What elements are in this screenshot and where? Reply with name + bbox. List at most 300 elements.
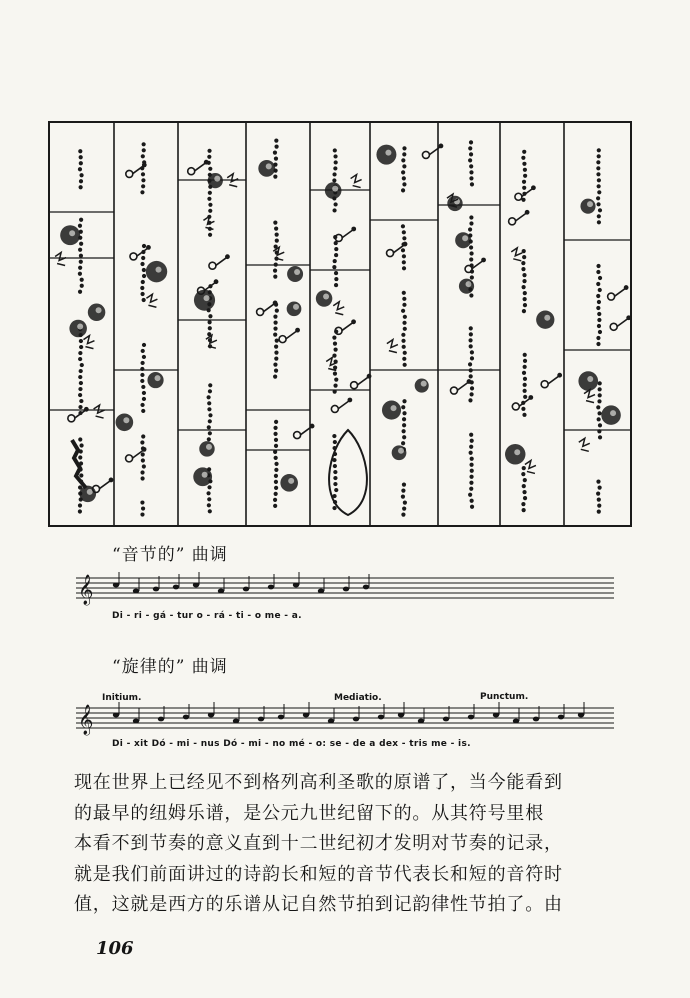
- neume-dot: [207, 197, 211, 201]
- manuscript-annotation: [83, 336, 94, 349]
- neume-dot: [469, 221, 473, 225]
- neume-virga: [450, 387, 457, 394]
- neume-dot: [208, 233, 212, 237]
- caption-melodic-chant: “旋律的” 曲调: [112, 657, 228, 677]
- neume-dot: [141, 506, 145, 510]
- neume-virga-head: [528, 395, 533, 400]
- body-line: 本看不到节奏的意义直到十二世纪初才发明对节奏的记录，: [74, 833, 563, 854]
- neume-dot: [597, 190, 601, 194]
- neume-cluster-highlight: [77, 323, 83, 329]
- neume-cluster-highlight: [466, 281, 472, 287]
- neume-manuscript-drawing: [48, 120, 632, 530]
- neume-dot: [78, 455, 82, 459]
- neume-dot: [469, 392, 473, 396]
- neume-dot: [140, 373, 144, 377]
- note-head: [293, 583, 299, 588]
- neume-dot: [273, 321, 277, 325]
- body-line: 值，这就是西方的乐谱从记自然节拍到记韵律性节拍了。由: [74, 894, 563, 915]
- neume-dot: [597, 324, 601, 328]
- neume-dot: [522, 371, 526, 375]
- neume-dot: [274, 420, 278, 424]
- neume-dot: [78, 509, 82, 513]
- neume-dot: [521, 156, 525, 160]
- neume-dot: [141, 280, 145, 284]
- neume-dot: [333, 464, 337, 468]
- neume-dot: [598, 208, 602, 212]
- neume-dot: [207, 497, 211, 501]
- neume-dot: [468, 398, 472, 402]
- neume-virga-head: [439, 144, 444, 149]
- note-head: [363, 585, 369, 590]
- manuscript-annotation: [55, 253, 66, 266]
- neume-dot: [332, 265, 336, 269]
- note-head: [153, 587, 159, 592]
- neume-cluster-highlight: [544, 315, 550, 321]
- neume-virga: [465, 265, 472, 272]
- neume-dot: [403, 501, 407, 505]
- neume-virga-head: [557, 373, 562, 378]
- neume-dot: [79, 381, 83, 385]
- neume-dot: [141, 256, 145, 260]
- label-punctum: Punctum.: [480, 692, 529, 702]
- neume-dot: [598, 435, 602, 439]
- neume-dot: [401, 158, 405, 162]
- neume-dot: [598, 486, 602, 490]
- neume-dot: [522, 309, 526, 313]
- neume-dot: [468, 158, 472, 162]
- neume-dot: [521, 261, 525, 265]
- neume-dot: [208, 413, 212, 417]
- neume-dot: [469, 368, 473, 372]
- neume-dot: [523, 297, 527, 301]
- neume-virga-head: [204, 160, 209, 165]
- neume-dot: [402, 146, 406, 150]
- neume-dot: [523, 353, 527, 357]
- neume-dot: [402, 321, 406, 325]
- neume-dot: [402, 345, 406, 349]
- syllabic-chant-lyrics: Di - ri - gá - tur o - rá - ti - o me - a.: [112, 611, 302, 621]
- note-head: [443, 717, 449, 722]
- neume-dot: [401, 405, 405, 409]
- neume-dot: [334, 277, 338, 281]
- neume-dot: [596, 342, 600, 346]
- neume-dot: [333, 148, 337, 152]
- neume-dot: [598, 423, 602, 427]
- neume-dot: [596, 294, 600, 298]
- neume-dot: [402, 507, 406, 511]
- neume-virga: [188, 168, 195, 175]
- neume-virga-head: [367, 374, 372, 379]
- neume-dot: [140, 262, 144, 266]
- neume-cluster-highlight: [514, 449, 520, 455]
- neume-dot: [469, 374, 473, 378]
- neume-dot: [141, 452, 145, 456]
- neume-dot: [402, 230, 406, 234]
- neume-dot: [208, 167, 212, 171]
- neume-dot: [597, 411, 601, 415]
- neume-cluster-highlight: [156, 267, 162, 273]
- neume-virga: [257, 308, 264, 315]
- neume-dot: [468, 146, 472, 150]
- neume-dot: [401, 513, 405, 517]
- neume-cluster-highlight: [202, 472, 208, 478]
- neume-dot: [402, 483, 406, 487]
- neume-dot: [468, 493, 472, 497]
- neume-virga-head: [467, 379, 472, 384]
- neume-dot: [274, 492, 278, 496]
- neume-virga-head: [225, 254, 230, 259]
- neume-dot: [140, 379, 144, 383]
- neume-dot: [597, 178, 601, 182]
- neume-dot: [469, 257, 473, 261]
- neume-dot: [334, 202, 338, 206]
- note-head: [183, 715, 189, 720]
- neume-dot: [523, 389, 527, 393]
- neume-virga-head: [351, 319, 356, 324]
- neume-virga-head: [295, 328, 300, 333]
- treble-clef-icon: 𝄞: [78, 575, 94, 605]
- neume-dot: [208, 419, 212, 423]
- neume-dot: [470, 457, 474, 461]
- neume-dot: [333, 470, 337, 474]
- neume-dot: [274, 486, 278, 490]
- neume-dot: [522, 484, 526, 488]
- note-head: [353, 717, 359, 722]
- neume-dot: [79, 179, 83, 183]
- neume-dot: [207, 407, 211, 411]
- neume-virga-head: [351, 227, 356, 232]
- neume-dot: [80, 284, 84, 288]
- neume-dot: [402, 303, 406, 307]
- neume-dot: [208, 389, 212, 393]
- neume-dot: [333, 440, 337, 444]
- neume-dot: [597, 148, 601, 152]
- neume-dot: [597, 498, 601, 502]
- manuscript-annotation: [511, 248, 522, 261]
- neume-virga-head: [525, 210, 530, 215]
- neume-dot: [402, 417, 406, 421]
- neume-dot: [470, 386, 474, 390]
- neume-dot: [206, 491, 210, 495]
- neume-dot: [469, 140, 473, 144]
- neume-dot: [596, 202, 600, 206]
- neume-dot: [275, 309, 279, 313]
- note-head: [343, 587, 349, 592]
- neume-cluster-highlight: [123, 417, 129, 423]
- neume-dot: [140, 476, 144, 480]
- neume-dot: [208, 383, 212, 387]
- neume-cluster-highlight: [266, 163, 272, 169]
- neume-cluster-highlight: [96, 307, 102, 313]
- neume-cluster-highlight: [288, 478, 294, 484]
- neume-dot: [273, 375, 277, 379]
- neume-dot: [332, 172, 336, 176]
- neume-dot: [333, 390, 337, 394]
- neume-dot: [208, 314, 212, 318]
- neume-cluster-highlight: [587, 201, 593, 207]
- neume-dot: [206, 395, 210, 399]
- neume-dot: [273, 175, 277, 179]
- neume-dot: [521, 502, 525, 506]
- neume-dot: [78, 290, 82, 294]
- neume-dot: [207, 485, 211, 489]
- neume-dot: [469, 445, 473, 449]
- neume-dot: [274, 345, 278, 349]
- note-head: [328, 719, 334, 724]
- neume-virga-stem: [338, 401, 349, 409]
- manuscript-annotation: [94, 405, 105, 418]
- note-head: [398, 713, 404, 718]
- neume-dot: [334, 271, 338, 275]
- neume-dot: [597, 429, 601, 433]
- neume-dot: [401, 170, 405, 174]
- neume-dot: [469, 293, 473, 297]
- neume-cluster-highlight: [323, 294, 329, 300]
- neume-dot: [597, 312, 601, 316]
- neume-dot: [275, 233, 279, 237]
- neume-cluster-highlight: [391, 405, 397, 411]
- neume-virga: [351, 382, 358, 389]
- manuscript-annotation: [351, 175, 362, 188]
- neume-dot: [403, 363, 407, 367]
- neume-virga-head: [310, 424, 315, 429]
- neume-dot: [333, 372, 337, 376]
- neume-dot: [207, 401, 211, 405]
- note-head: [218, 589, 224, 594]
- neume-dot: [208, 431, 212, 435]
- neume-dot: [274, 468, 278, 472]
- neume-dot: [522, 413, 526, 417]
- neume-dot: [141, 434, 145, 438]
- neume-dot: [469, 251, 473, 255]
- neume-dot: [207, 503, 211, 507]
- note-head: [113, 713, 119, 718]
- neume-dot: [79, 155, 83, 159]
- neume-dot: [596, 480, 600, 484]
- neume-virga: [126, 170, 133, 177]
- neume-virga-head: [142, 447, 147, 452]
- neume-dot: [596, 492, 600, 496]
- note-head: [303, 713, 309, 718]
- neume-virga-head: [624, 285, 629, 290]
- neume-dot: [402, 152, 406, 156]
- note-head: [158, 717, 164, 722]
- neume-dot: [142, 142, 146, 146]
- neume-dot: [78, 437, 82, 441]
- neume-virga: [509, 218, 516, 225]
- neume-dot: [596, 166, 600, 170]
- note-head: [233, 719, 239, 724]
- neume-dot: [273, 269, 277, 273]
- neume-dot: [208, 509, 212, 513]
- neume-dot: [142, 355, 146, 359]
- note-head: [133, 589, 139, 594]
- neume-cluster-highlight: [332, 186, 338, 192]
- neume-virga-stem: [194, 163, 205, 171]
- melodic-chant-lyrics: Di - xit Dó - mi - nus Dó - mi - no mé - o: se - de a dex - tris me - is.: [112, 739, 471, 749]
- note-head: [558, 715, 564, 720]
- neume-dot: [470, 275, 474, 279]
- neume-dot: [141, 349, 145, 353]
- neume-dot: [598, 288, 602, 292]
- neume-cluster-highlight: [462, 235, 468, 241]
- neume-dot: [78, 375, 82, 379]
- neume-dot: [402, 266, 406, 270]
- neume-dot: [140, 286, 144, 290]
- label-initium: Initium.: [102, 693, 142, 703]
- neume-dot: [274, 145, 278, 149]
- neume-dot: [333, 384, 337, 388]
- neume-dot: [403, 351, 407, 355]
- note-head: [193, 583, 199, 588]
- neume-dot: [522, 279, 526, 283]
- note-head: [513, 719, 519, 724]
- neume-dot: [274, 263, 278, 267]
- neume-dot: [208, 209, 212, 213]
- neume-dot: [274, 438, 278, 442]
- neume-dot: [597, 504, 601, 508]
- neume-virga-stem: [136, 248, 147, 256]
- neume-virga-head: [481, 258, 486, 263]
- neume-dot: [522, 255, 526, 259]
- neume-dot: [274, 474, 278, 478]
- neume-dot: [141, 385, 145, 389]
- neume-dot: [334, 247, 338, 251]
- neume-dot: [596, 282, 600, 286]
- neume-dot: [79, 254, 83, 258]
- neume-dot: [402, 297, 406, 301]
- body-line: 的最早的纽姆乐谱，是公元九世纪留下的。从其符号里根: [74, 802, 544, 824]
- neume-virga-head: [531, 185, 536, 190]
- neume-dot: [402, 411, 406, 415]
- neume-virga-stem: [617, 319, 628, 327]
- neume-dot: [469, 176, 473, 180]
- neume-dot: [78, 405, 82, 409]
- note-head: [243, 587, 249, 592]
- caption-syllabic-chant: “音节的” 曲调: [112, 545, 228, 565]
- neume-dot: [333, 259, 337, 263]
- neume-virga-head: [347, 398, 352, 403]
- neume-dot: [141, 409, 145, 413]
- staff-lines: [76, 572, 616, 632]
- neume-virga: [512, 403, 519, 410]
- neume-dot: [523, 395, 527, 399]
- neume-virga: [608, 293, 615, 300]
- note-head: [278, 715, 284, 720]
- neume-dot: [274, 444, 278, 448]
- neume-dot: [140, 403, 144, 407]
- neume-dot: [596, 264, 600, 268]
- neume-dot: [79, 345, 83, 349]
- neume-dot: [333, 348, 337, 352]
- neume-dot: [334, 378, 338, 382]
- neume-virga-stem: [263, 304, 274, 312]
- neume-dot: [142, 464, 146, 468]
- neume-virga-stem: [548, 376, 559, 384]
- neume-dot: [598, 387, 602, 391]
- neume-dot: [402, 164, 406, 168]
- neume-dot: [596, 160, 600, 164]
- note-head: [318, 589, 324, 594]
- neume-dot: [402, 429, 406, 433]
- note-head: [533, 717, 539, 722]
- neume-dot: [470, 182, 474, 186]
- neume-dot: [334, 488, 338, 492]
- neume-dot: [142, 244, 146, 248]
- neume-dot: [522, 490, 526, 494]
- neume-dot: [208, 320, 212, 324]
- manuscript-annotation: [333, 302, 344, 315]
- neume-dot: [78, 266, 82, 270]
- neume-dot: [402, 236, 406, 240]
- neume-dot: [598, 381, 602, 385]
- neume-virga: [126, 455, 133, 462]
- neume-virga-stem: [515, 213, 526, 221]
- neume-dot: [332, 506, 336, 510]
- neume-dot: [140, 500, 144, 504]
- body-text: [74, 768, 622, 921]
- neume-virga: [610, 323, 617, 330]
- neume-cluster-highlight: [294, 269, 300, 275]
- neume-dot: [273, 275, 277, 279]
- neume-dot: [333, 476, 337, 480]
- neume-dot: [522, 180, 526, 184]
- manuscript-annotation: [584, 390, 595, 403]
- neume-dot: [469, 451, 473, 455]
- neume-dot: [597, 154, 601, 158]
- neume-dot: [273, 498, 277, 502]
- neume-dot: [273, 221, 277, 225]
- neume-dot: [273, 504, 277, 508]
- neume-dot: [401, 333, 405, 337]
- neume-virga: [68, 415, 75, 422]
- neume-dot: [79, 242, 83, 246]
- neume-dot: [598, 393, 602, 397]
- note-head: [468, 715, 474, 720]
- note-head: [578, 713, 584, 718]
- neume-dot: [402, 399, 406, 403]
- label-mediatio: Mediatio.: [334, 693, 382, 703]
- neume-dot: [523, 359, 527, 363]
- neume-dot: [79, 339, 83, 343]
- neume-dot: [79, 260, 83, 264]
- neume-dot: [274, 462, 278, 466]
- neume-dot: [469, 245, 473, 249]
- neume-virga: [387, 250, 394, 257]
- neume-dot: [333, 154, 337, 158]
- neume-dot: [596, 405, 600, 409]
- neume-dot: [142, 148, 146, 152]
- neume-dot: [79, 369, 83, 373]
- neume-dot: [142, 391, 146, 395]
- neume-dot: [596, 196, 600, 200]
- neume-cluster-highlight: [206, 444, 212, 450]
- neume-dot: [469, 481, 473, 485]
- neume-dot: [332, 178, 336, 182]
- neume-dot: [274, 456, 278, 460]
- neume-dot: [469, 475, 473, 479]
- neume-virga: [209, 262, 216, 269]
- neume-dot: [274, 357, 278, 361]
- neume-dot: [596, 336, 600, 340]
- neume-dot: [334, 283, 338, 287]
- neume-cluster-highlight: [421, 381, 427, 387]
- neume-virga-stem: [342, 323, 353, 331]
- neume-dot: [402, 291, 406, 295]
- neume-dot: [274, 480, 278, 484]
- neume-dot: [274, 351, 278, 355]
- neume-dot: [273, 426, 277, 430]
